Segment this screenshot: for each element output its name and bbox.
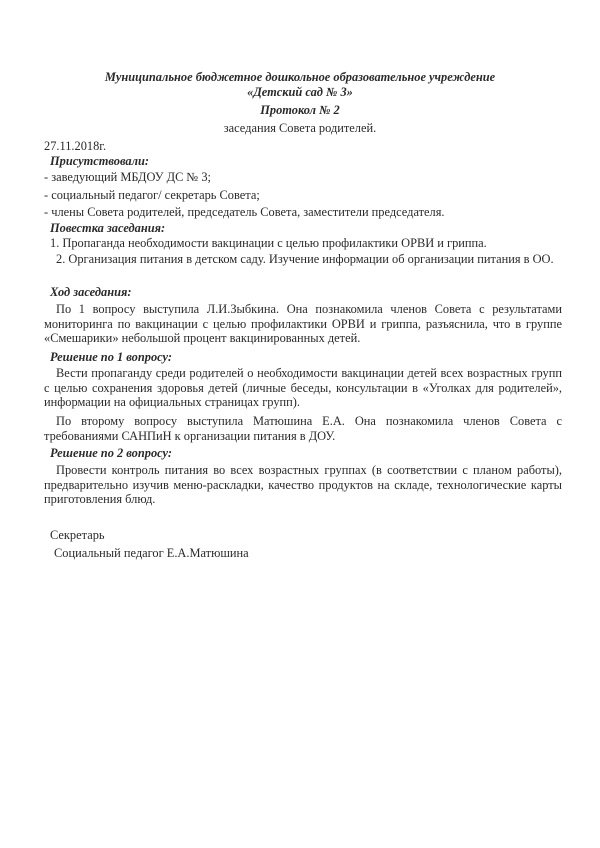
present-heading: Присутствовали: — [50, 154, 150, 168]
present-item-3: - члены Совета родителей, председатель Совета, заместители председателя. — [44, 205, 445, 219]
decision-2-text: Провести контроль питания во всех возрастных группах (в соответствии с планом работы), предварительно изучив меню-раскладки, качество продуктов на складе, технологические карты приготовления блюд. — [44, 463, 562, 507]
institution-title: Муниципальное бюджетное дошкольное образовательное учреждение — [104, 70, 496, 84]
protocol-title: Протокол № 2 — [260, 103, 340, 117]
present-item-2: - социальный педагог/ секретарь Совета; — [44, 188, 260, 202]
decision-2-heading: Решение по 2 вопросу: — [50, 446, 173, 460]
kindergarten-name: «Детский сад № 3» — [247, 85, 353, 99]
agenda-heading: Повестка заседания: — [50, 221, 166, 235]
signature-role: Секретарь — [50, 528, 105, 542]
meeting-subtitle: заседания Совета родителей. — [223, 121, 377, 135]
signature-name: Социальный педагог Е.А.Матюшина — [54, 546, 249, 560]
agenda-item-2: 2. Организация питания в детском саду. Изучение информации об организации питания в ОО. — [56, 252, 554, 266]
proceedings-text: По 1 вопросу выступила Л.И.Зыбкина. Она познакомила членов Совета с результатами мониторинга по вакцинации с целью профилактики ОРВИ и гриппа, разъяснила, что в группе «Смешарики» небольшой процент вакцинированных детей. — [44, 302, 562, 346]
decision-1-text: Вести пропаганду среди родителей о необходимости вакцинации детей всех возрастных групп с целью сохранения здоровья детей (личные беседы, консультации в «Уголках для родителей», информации на официальных страницах групп). — [44, 366, 562, 410]
agenda-item-1: 1. Пропаганда необходимости вакцинации с целью профилактики ОРВИ и гриппа. — [50, 236, 487, 250]
document-date: 27.11.2018г. — [44, 139, 107, 153]
proceedings-heading: Ход заседания: — [50, 285, 132, 299]
decision-1-heading: Решение по 1 вопросу: — [50, 350, 173, 364]
second-question-text: По второму вопросу выступила Матюшина Е.А. Она познакомила членов Совета с требованиями САНПиН к организации питания в ДОУ. — [44, 414, 562, 443]
present-item-1: - заведующий МБДОУ ДС № 3; — [44, 170, 211, 184]
